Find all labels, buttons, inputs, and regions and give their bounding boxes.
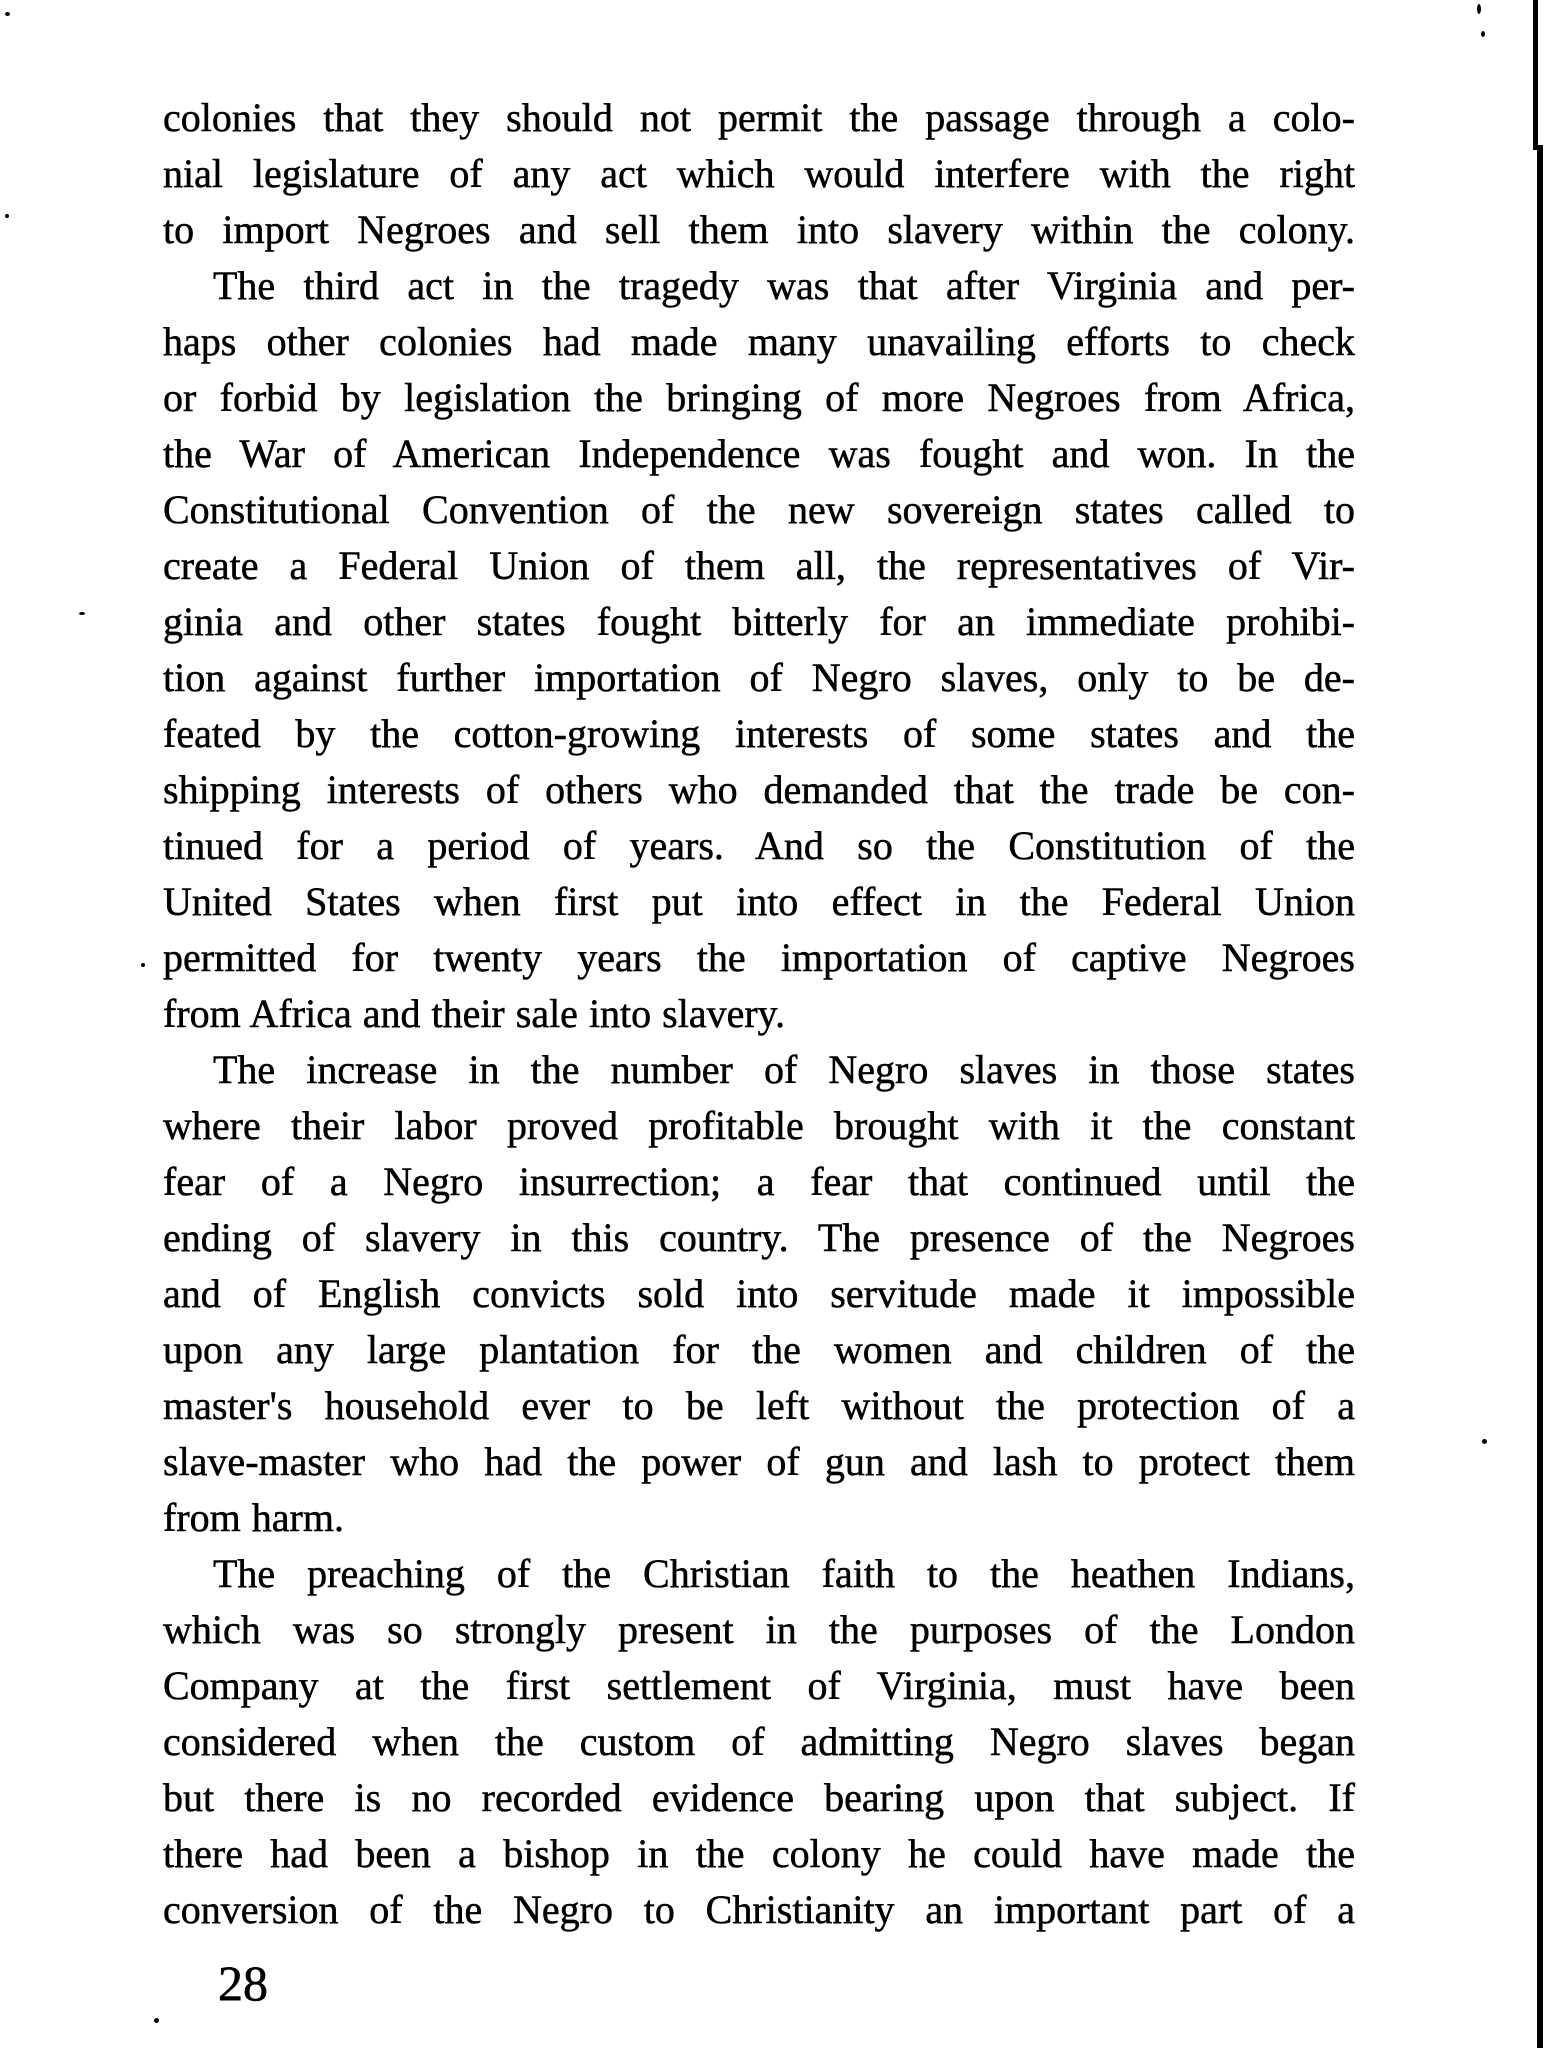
text-line: fear of a Negro insurrection; a fear that continued until the [163,1159,1355,1204]
ink-speck [1481,31,1485,37]
text-line: and of English convicts sold into servitude made it impossible [163,1271,1355,1316]
paragraph [163,1546,1355,1938]
text-line: permitted for twenty years the importation of captive Negroes [163,935,1355,980]
ink-speck [154,2018,159,2023]
ink-speck [1477,4,1481,14]
page-number: 28 [218,1955,268,2011]
text-line: upon any large plantation for the women and children of the [163,1327,1355,1372]
text-line: slave-master who had the power of gun and lash to protect them [163,1439,1355,1484]
text-line: Constitutional Convention of the new sovereign states called to [163,487,1355,532]
ink-speck [5,214,9,218]
text-line: where their labor proved profitable brought with it the constant [163,1103,1355,1148]
text-line: tion against further importation of Negro slaves, only to be de- [163,655,1355,700]
text-line: create a Federal Union of them all, the representatives of Vir- [163,543,1355,588]
scan-edge-line-artifact [1533,0,1538,150]
text-line: from harm. [163,1495,344,1540]
text-line: feated by the cotton-growing interests of some states and the [163,711,1355,756]
text-line: from Africa and their sale into slavery. [163,991,786,1036]
text-line: the War of American Independence was fought and won. In the [163,431,1355,476]
text-line: nial legislature of any act which would interfere with the right [163,151,1355,196]
text-line: Company at the first settlement of Virginia, must have been [163,1663,1355,1708]
text-block [163,90,1355,1938]
ink-speck [5,12,10,16]
text-line: there had been a bishop in the colony he could have made the [163,1831,1355,1876]
ink-speck [79,612,85,615]
paragraph [163,258,1355,1042]
text-line: considered when the custom of admitting Negro slaves began [163,1719,1355,1764]
paragraph [163,90,1355,258]
text-line: The third act in the tragedy was that after Virginia and per- [213,263,1355,308]
text-line: United States when first put into effect in the Federal Union [163,879,1355,924]
text-line: but there is no recorded evidence bearing upon that subject. If [163,1775,1355,1820]
text-line: to import Negroes and sell them into slavery within the colony. [163,207,1355,252]
text-line: colonies that they should not permit the passage through a colo- [163,95,1355,140]
text-line: The increase in the number of Negro slaves in those states [213,1047,1355,1092]
ink-speck [1482,1439,1487,1444]
text-line: which was so strongly present in the purposes of the London [163,1607,1355,1652]
text-line: master's household ever to be left without the protection of a [163,1383,1355,1428]
text-line: ending of slavery in this country. The presence of the Negroes [163,1215,1355,1260]
paragraph [163,1042,1355,1546]
scan-edge-line-artifact [1537,145,1543,2048]
text-line: haps other colonies had made many unavailing efforts to check [163,319,1355,364]
text-line: conversion of the Negro to Christianity an important part of a [163,1887,1355,1932]
text-line: The preaching of the Christian faith to the heathen Indians, [213,1551,1355,1596]
text-line: ginia and other states fought bitterly for an immediate prohibi- [163,599,1355,644]
text-line: or forbid by legislation the bringing of more Negroes from Africa, [163,375,1355,420]
ink-speck [141,963,145,967]
text-line: shipping interests of others who demanded that the trade be con- [163,767,1355,812]
text-line: tinued for a period of years. And so the Constitution of the [163,823,1355,868]
